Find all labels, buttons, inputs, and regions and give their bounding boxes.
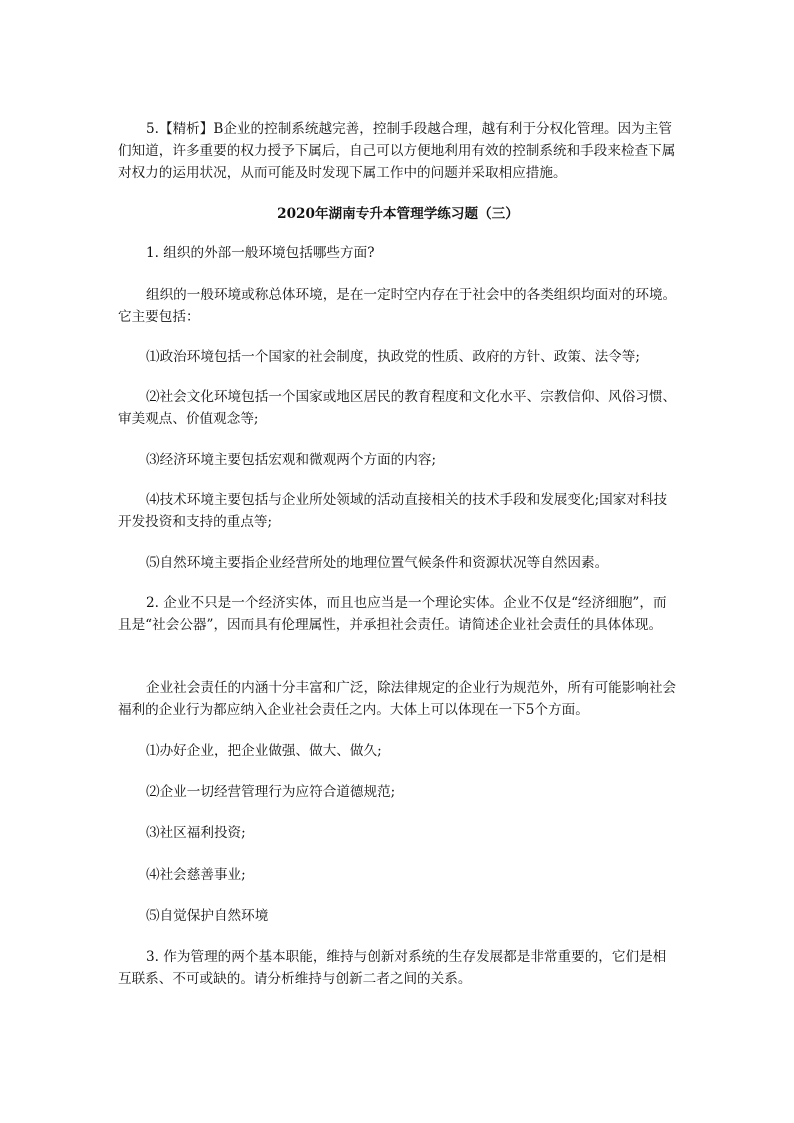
answer-1-item-5: ⑸自然环境主要指企业经营所处的地理位置气候条件和资源状况等自然因素。 bbox=[146, 555, 609, 571]
answer-5-paragraph: 5.【精析】B企业的控制系统越完善，控制手段越合理，越有利于分权化管理。因为主管们知道，许多重要的权力授予下属后，自己可以方便地利用有效的控制系统和手段来检查下属对权力的运用状况，从而可能及时发现下属工作中的问题并采取相应措施。 bbox=[118, 121, 676, 181]
question-3: 3. 作为管理的两个基本职能，维持与创新对系统的生存发展都是非常重要的，它们是相互联系、不可或缺的。请分析维持与创新二者之间的关系。 bbox=[118, 949, 667, 987]
answer-1-item-3: ⑶经济环境主要包括宏观和微观两个方面的内容; bbox=[146, 452, 437, 468]
question-1: 1. 组织的外部一般环境包括哪些方面? bbox=[146, 245, 375, 261]
answer-2-item-2: ⑵企业一切经营管理行为应符合道德规范; bbox=[146, 784, 396, 800]
question-2: 2. 企业不只是一个经济实体，而且也应当是一个理论实体。企业不仅是“经济细胞”，而且是“社会公器”，因而具有伦理属性，并承担社会责任。请简述企业社会责任的具体体现。 bbox=[118, 595, 667, 633]
answer-1-item-2: ⑵社会文化环境包括一个国家或地区居民的教育程度和文化水平、宗教信仰、风俗习惯、审美观点、价值观念等; bbox=[118, 389, 677, 427]
section-title: 2020年湖南专升本管理学练习题（三） bbox=[277, 206, 519, 222]
answer-2-item-5: ⑸自觉保护自然环境 bbox=[146, 908, 269, 924]
answer-1-item-4: ⑷技术环境主要包括与企业所处领域的活动直接相关的技术手段和发展变化;国家对科技开发投资和支持的重点等; bbox=[118, 492, 668, 530]
answer-2-item-1: ⑴办好企业，把企业做强、做大、做久; bbox=[146, 743, 382, 759]
answer-2-item-3: ⑶社区福利投资; bbox=[146, 825, 246, 841]
answer-1-item-1: ⑴政治环境包括一个国家的社会制度，执政党的性质、政府的方针、政策、法令等; bbox=[146, 349, 640, 365]
answer-2-item-4: ⑷社会慈善事业; bbox=[146, 867, 246, 883]
answer-2-intro: 企业社会责任的内涵十分丰富和广泛，除法律规定的企业行为规范外，所有可能影响社会福利的企业行为都应纳入企业社会责任之内。大体上可以体现在一下5个方面。 bbox=[118, 680, 677, 718]
answer-1-intro: 组织的一般环境或称总体环境，是在一定时空内存在于社会中的各类组织均面对的环境。它主要包括： bbox=[118, 287, 677, 325]
